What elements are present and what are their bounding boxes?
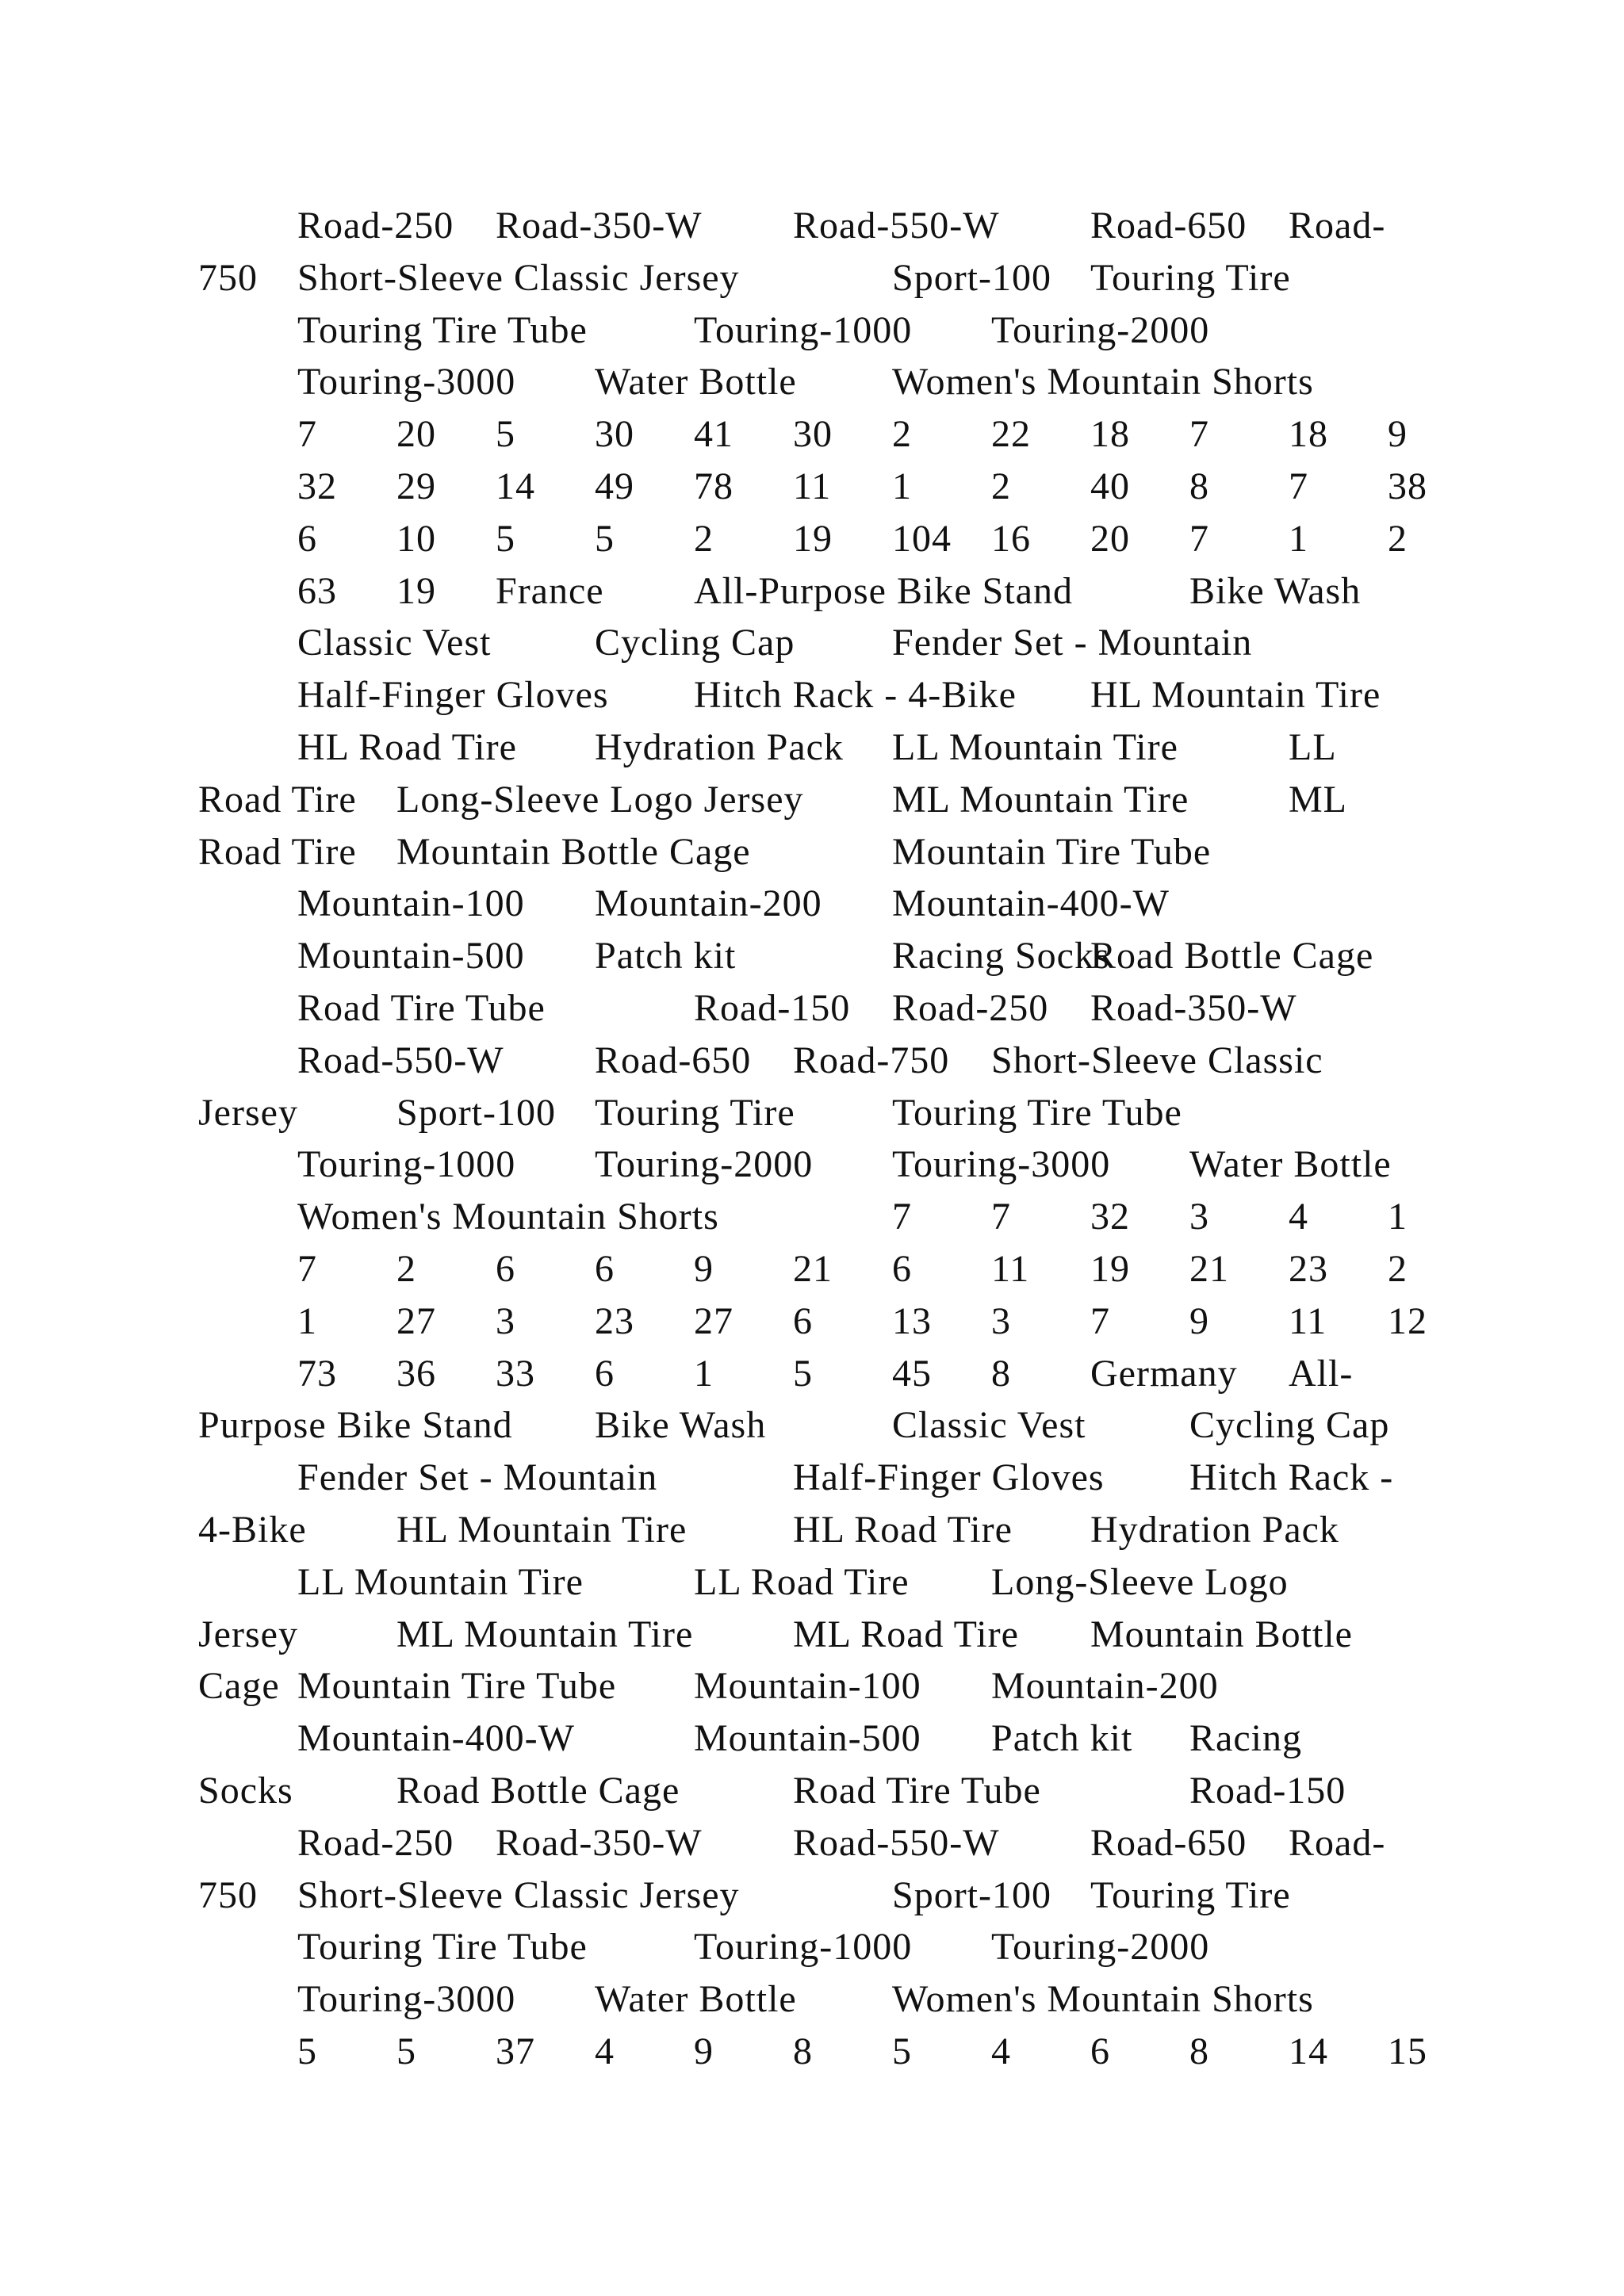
text-segment: Racing: [1189, 1717, 1302, 1760]
text-segment: 7: [1090, 1299, 1110, 1342]
text-line: [0, 463, 1624, 511]
text-segment: 9: [694, 2030, 714, 2072]
text-segment: Water Bottle: [595, 1978, 797, 2021]
text-segment: 2: [892, 413, 912, 456]
text-segment: Jersey: [198, 1613, 298, 1655]
text-segment: 6: [496, 1248, 515, 1290]
text-segment: Bike Wash: [1189, 569, 1362, 612]
text-segment: 5: [496, 413, 515, 456]
text-segment: 33: [496, 1352, 535, 1395]
text-segment: Hydration Pack: [595, 726, 844, 768]
text-line: [0, 1350, 1624, 1398]
text-segment: Road-350-W: [496, 205, 703, 247]
text-segment: Water Bottle: [1189, 1143, 1392, 1186]
text-segment: Germany: [1090, 1352, 1238, 1395]
text-segment: Long-Sleeve Logo: [991, 1560, 1289, 1603]
text-segment: 40: [1090, 465, 1130, 507]
text-segment: Half-Finger Gloves: [297, 674, 609, 717]
text-line: [0, 672, 1624, 719]
text-segment: Classic Vest: [297, 622, 492, 664]
text-segment: Road-: [1289, 205, 1386, 247]
text-segment: 3: [991, 1299, 1011, 1342]
text-segment: 41: [694, 413, 733, 456]
text-segment: 6: [793, 1299, 813, 1342]
text-segment: 19: [793, 517, 833, 560]
text-segment: 2: [1388, 517, 1408, 560]
text-line: [0, 1663, 1624, 1710]
text-segment: Road-250: [892, 987, 1049, 1029]
text-segment: 6: [595, 1248, 615, 1290]
text-segment: 73: [297, 1352, 337, 1395]
text-segment: HL Mountain Tire: [396, 1509, 688, 1551]
text-segment: HL Road Tire: [297, 726, 517, 768]
text-segment: 2: [1388, 1248, 1408, 1290]
text-segment: Jersey: [198, 1091, 298, 1134]
text-segment: 8: [1189, 2030, 1209, 2072]
text-line: [0, 1976, 1624, 2023]
text-segment: Road Bottle Cage: [396, 1770, 680, 1812]
text-segment: Road-750: [793, 1039, 950, 1081]
text-segment: 8: [991, 1352, 1011, 1395]
text-segment: Road Tire Tube: [793, 1770, 1041, 1812]
text-segment: Mountain-400-W: [297, 1717, 575, 1760]
text-segment: 5: [793, 1352, 813, 1395]
text-segment: Women's Mountain Shorts: [297, 1196, 719, 1238]
text-segment: Hitch Rack - 4-Bike: [694, 674, 1017, 717]
text-segment: Short-Sleeve Classic Jersey: [297, 1873, 740, 1916]
text-segment: ML Road Tire: [793, 1613, 1019, 1655]
text-segment: HL Mountain Tire: [1090, 674, 1381, 717]
text-line: [0, 411, 1624, 458]
text-segment: 4: [595, 2030, 615, 2072]
text-segment: 30: [595, 413, 634, 456]
text-segment: 7: [1189, 413, 1209, 456]
text-segment: 8: [793, 2030, 813, 2072]
text-line: [0, 1141, 1624, 1188]
text-segment: ML: [1289, 778, 1347, 821]
text-segment: 7: [297, 1248, 317, 1290]
text-segment: 750: [198, 256, 258, 299]
text-segment: Touring-2000: [991, 308, 1210, 351]
text-segment: Water Bottle: [595, 361, 797, 404]
text-segment: Touring Tire: [595, 1091, 795, 1134]
text-line: [0, 307, 1624, 354]
text-segment: ML Mountain Tire: [396, 1613, 694, 1655]
text-segment: 7: [991, 1196, 1011, 1238]
text-segment: 45: [892, 1352, 932, 1395]
text-segment: Mountain-200: [595, 882, 822, 925]
text-segment: Mountain Tire Tube: [297, 1665, 617, 1708]
text-segment: Fender Set - Mountain: [297, 1456, 658, 1499]
text-segment: 63: [297, 569, 337, 612]
text-segment: LL Road Tire: [694, 1560, 910, 1603]
text-segment: Road-150: [694, 987, 851, 1029]
text-segment: Short-Sleeve Classic Jersey: [297, 256, 740, 299]
text-segment: 19: [396, 569, 436, 612]
text-segment: 1: [1388, 1196, 1408, 1238]
text-segment: 37: [496, 2030, 535, 2072]
text-segment: Road Tire: [198, 778, 357, 821]
text-segment: 9: [1388, 413, 1408, 456]
text-segment: 7: [1289, 465, 1308, 507]
text-segment: Road Bottle Cage: [1090, 935, 1374, 978]
text-segment: 2: [396, 1248, 416, 1290]
text-segment: Touring-3000: [297, 361, 516, 404]
text-line: [0, 1089, 1624, 1137]
text-segment: Road-650: [1090, 205, 1247, 247]
text-segment: Touring-2000: [595, 1143, 814, 1186]
text-segment: LL Mountain Tire: [297, 1560, 584, 1603]
text-segment: 6: [892, 1248, 912, 1290]
text-segment: Sport-100: [892, 1873, 1051, 1916]
text-line: [0, 1037, 1624, 1085]
text-segment: Half-Finger Gloves: [793, 1456, 1105, 1499]
text-segment: Mountain-100: [694, 1665, 921, 1708]
text-segment: 16: [991, 517, 1031, 560]
text-segment: 27: [694, 1299, 733, 1342]
text-segment: 49: [595, 465, 634, 507]
text-segment: 5: [892, 2030, 912, 2072]
text-segment: Road Tire Tube: [297, 987, 546, 1029]
text-segment: Touring Tire Tube: [297, 308, 588, 351]
text-segment: 3: [1189, 1196, 1209, 1238]
text-segment: 2: [991, 465, 1011, 507]
text-line: [0, 1246, 1624, 1293]
text-segment: Patch kit: [595, 935, 737, 978]
text-segment: 23: [1289, 1248, 1328, 1290]
text-segment: France: [496, 569, 604, 612]
text-segment: 8: [1189, 465, 1209, 507]
text-line: [0, 1872, 1624, 1919]
text-segment: Touring-2000: [991, 1926, 1210, 1969]
text-segment: 36: [396, 1352, 436, 1395]
text-segment: 20: [1090, 517, 1130, 560]
text-segment: Road-150: [1189, 1770, 1346, 1812]
text-segment: 1: [1289, 517, 1308, 560]
text-line: [0, 254, 1624, 302]
text-segment: Racing Socks: [892, 935, 1110, 978]
text-segment: 23: [595, 1299, 634, 1342]
text-line: [0, 1715, 1624, 1762]
text-segment: 32: [297, 465, 337, 507]
text-segment: 1: [892, 465, 912, 507]
text-segment: Mountain Bottle: [1090, 1613, 1353, 1655]
text-segment: 11: [1289, 1299, 1327, 1342]
text-segment: 5: [595, 517, 615, 560]
text-line: [0, 1559, 1624, 1606]
text-segment: 10: [396, 517, 436, 560]
text-segment: 21: [1189, 1248, 1229, 1290]
text-segment: 2: [694, 517, 714, 560]
text-segment: Hydration Pack: [1090, 1509, 1339, 1551]
text-segment: Mountain-500: [694, 1717, 921, 1760]
text-segment: Cycling Cap: [1189, 1404, 1390, 1447]
text-segment: Mountain-400-W: [892, 882, 1170, 925]
text-segment: 3: [496, 1299, 515, 1342]
text-segment: All-: [1289, 1352, 1354, 1395]
text-segment: Mountain-100: [297, 882, 525, 925]
text-line: [0, 1820, 1624, 1867]
text-segment: Touring-3000: [297, 1978, 516, 2021]
text-segment: Touring Tire: [1090, 256, 1291, 299]
text-segment: 38: [1388, 465, 1427, 507]
text-segment: 6: [1090, 2030, 1110, 2072]
text-line: [0, 1454, 1624, 1502]
text-segment: 22: [991, 413, 1031, 456]
text-segment: 15: [1388, 2030, 1427, 2072]
text-line: [0, 828, 1624, 876]
text-segment: 7: [297, 413, 317, 456]
text-segment: 6: [297, 517, 317, 560]
text-segment: HL Road Tire: [793, 1509, 1013, 1551]
text-segment: 32: [1090, 1196, 1130, 1238]
text-segment: 9: [694, 1248, 714, 1290]
text-segment: Sport-100: [892, 256, 1051, 299]
text-segment: Road-650: [1090, 1821, 1247, 1864]
text-segment: Short-Sleeve Classic: [991, 1039, 1323, 1081]
text-line: [0, 932, 1624, 980]
text-segment: Road-350-W: [1090, 987, 1297, 1029]
text-line: [0, 202, 1624, 250]
text-segment: 78: [694, 465, 733, 507]
text-segment: LL: [1289, 726, 1337, 768]
text-segment: Hitch Rack -: [1189, 1456, 1394, 1499]
text-segment: Road-550-W: [297, 1039, 504, 1081]
text-line: [0, 1767, 1624, 1815]
text-segment: Road-350-W: [496, 1821, 703, 1864]
text-line: [0, 1923, 1624, 1971]
text-segment: 6: [595, 1352, 615, 1395]
text-segment: Long-Sleeve Logo Jersey: [396, 778, 804, 821]
text-segment: 14: [496, 465, 535, 507]
text-segment: Touring-1000: [694, 308, 913, 351]
text-segment: 9: [1189, 1299, 1209, 1342]
text-segment: Road Tire: [198, 830, 357, 873]
text-segment: Road-250: [297, 1821, 454, 1864]
text-line: [0, 515, 1624, 563]
text-segment: ML Mountain Tire: [892, 778, 1189, 821]
text-line: [0, 985, 1624, 1032]
text-segment: Women's Mountain Shorts: [892, 1978, 1314, 2021]
text-segment: Women's Mountain Shorts: [892, 361, 1314, 404]
text-segment: Cage: [198, 1665, 280, 1708]
text-segment: Mountain Bottle Cage: [396, 830, 751, 873]
text-line: [0, 358, 1624, 406]
text-segment: Touring Tire: [1090, 1873, 1291, 1916]
text-segment: 14: [1289, 2030, 1328, 2072]
text-segment: Road-550-W: [793, 1821, 1000, 1864]
text-line: [0, 776, 1624, 824]
text-segment: 7: [1189, 517, 1209, 560]
text-segment: Touring Tire Tube: [297, 1926, 588, 1969]
text-segment: Mountain Tire Tube: [892, 830, 1212, 873]
text-segment: 4: [1289, 1196, 1308, 1238]
text-segment: 4: [991, 2030, 1011, 2072]
text-segment: 27: [396, 1299, 436, 1342]
text-line: [0, 1298, 1624, 1345]
text-segment: 5: [396, 2030, 416, 2072]
text-segment: 12: [1388, 1299, 1427, 1342]
text-segment: 29: [396, 465, 436, 507]
text-segment: Touring Tire Tube: [892, 1091, 1182, 1134]
text-segment: 750: [198, 1873, 258, 1916]
text-segment: Sport-100: [396, 1091, 556, 1134]
text-segment: Purpose Bike Stand: [198, 1404, 513, 1447]
text-line: [0, 619, 1624, 667]
text-segment: 20: [396, 413, 436, 456]
text-segment: Bike Wash: [595, 1404, 767, 1447]
text-segment: 104: [892, 517, 952, 560]
text-segment: 7: [892, 1196, 912, 1238]
text-segment: 18: [1289, 413, 1328, 456]
text-segment: Road-: [1289, 1821, 1386, 1864]
text-line: [0, 1611, 1624, 1659]
text-segment: 1: [694, 1352, 714, 1395]
text-segment: 4-Bike: [198, 1509, 307, 1551]
text-segment: 18: [1090, 413, 1130, 456]
text-segment: Cycling Cap: [595, 622, 795, 664]
text-segment: 11: [793, 465, 832, 507]
text-segment: Road-650: [595, 1039, 752, 1081]
text-segment: Classic Vest: [892, 1404, 1086, 1447]
text-line: [0, 724, 1624, 771]
text-line: [0, 2028, 1624, 2076]
text-segment: 30: [793, 413, 833, 456]
text-segment: 13: [892, 1299, 932, 1342]
text-line: [0, 568, 1624, 615]
text-segment: 5: [297, 2030, 317, 2072]
text-segment: Patch kit: [991, 1717, 1133, 1760]
text-line: [0, 1402, 1624, 1449]
text-segment: Road-550-W: [793, 205, 1000, 247]
text-segment: 1: [297, 1299, 317, 1342]
text-segment: Fender Set - Mountain: [892, 622, 1253, 664]
text-line: [0, 1506, 1624, 1554]
text-segment: Touring-1000: [297, 1143, 516, 1186]
text-segment: 11: [991, 1248, 1030, 1290]
text-segment: Road-250: [297, 205, 454, 247]
text-line: [0, 1193, 1624, 1241]
text-segment: Socks: [198, 1770, 293, 1812]
text-segment: All-Purpose Bike Stand: [694, 569, 1073, 612]
text-segment: Touring-1000: [694, 1926, 913, 1969]
text-segment: Mountain-500: [297, 935, 525, 978]
text-segment: Touring-3000: [892, 1143, 1111, 1186]
text-segment: Mountain-200: [991, 1665, 1219, 1708]
text-segment: LL Mountain Tire: [892, 726, 1178, 768]
text-segment: 5: [496, 517, 515, 560]
text-segment: 19: [1090, 1248, 1130, 1290]
text-segment: 21: [793, 1248, 833, 1290]
text-line: [0, 880, 1624, 928]
